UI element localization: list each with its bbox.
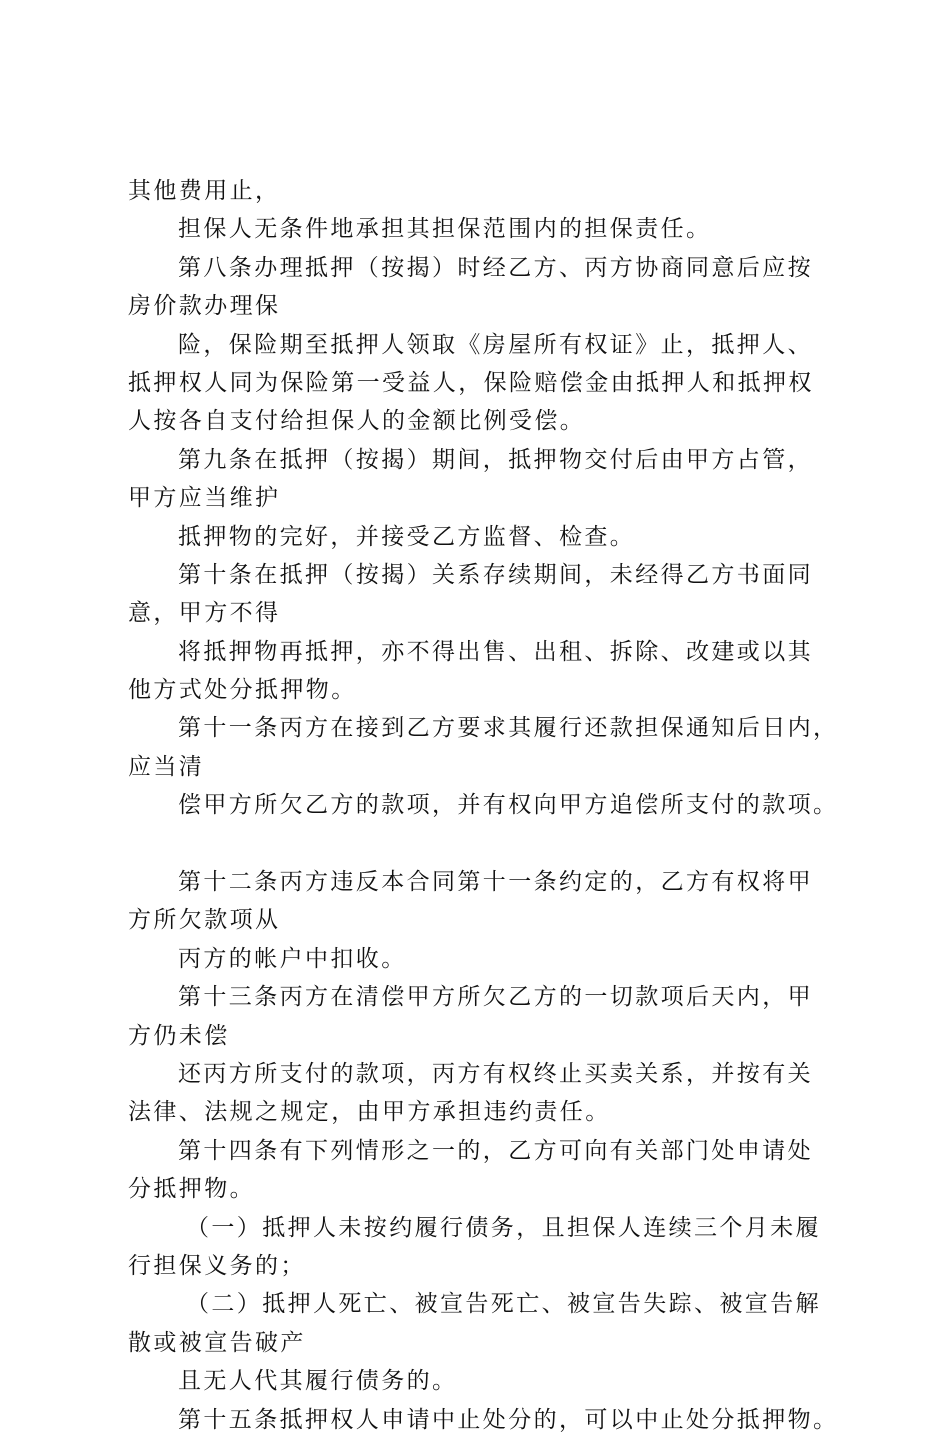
- text-line: 且无人代其履行债务的。: [178, 1368, 458, 1395]
- text-line: 抵押物的完好，并接受乙方监督、检查。: [178, 523, 636, 550]
- text-line: 人按各自支付给担保人的金额比例受偿。: [128, 408, 586, 435]
- text-line: 其他费用止，: [128, 178, 281, 204]
- article-15-heading: 第十五条抵押权人申请中止处分的，可以中止处分抵押物。: [178, 1406, 839, 1433]
- list-item-1: （一）抵押人未按约履行债务，且担保人连续三个月未履: [186, 1214, 821, 1241]
- article-9-heading: 第九条在抵押（按揭）期间，抵押物交付后由甲方占管，: [178, 446, 813, 473]
- article-8-heading: 第八条办理抵押（按揭）时经乙方、丙方协商同意后应按: [178, 254, 813, 281]
- text-line: 应当清: [128, 753, 205, 780]
- article-12-heading: 第十二条丙方违反本合同第十一条约定的，乙方有权将甲: [178, 869, 813, 896]
- text-line: 甲方应当维护: [128, 485, 281, 512]
- text-line: 分抵押物。: [128, 1176, 255, 1203]
- text-line: 偿甲方所欠乙方的款项，并有权向甲方追偿所支付的款项。: [178, 792, 839, 819]
- text-line: 他方式处分抵押物。: [128, 677, 357, 704]
- blank-line: [128, 825, 848, 863]
- text-line: 丙方的帐户中扣收。: [178, 945, 407, 972]
- text-line: 方所欠款项从: [128, 907, 281, 934]
- text-line: 法律、法规之规定，由甲方承担违约责任。: [128, 1099, 611, 1126]
- text-line: 担保人无条件地承担其担保范围内的担保责任。: [178, 216, 712, 243]
- article-11-heading: 第十一条丙方在接到乙方要求其履行还款担保通知后日内，: [178, 715, 839, 742]
- text-line: 抵押权人同为保险第一受益人，保险赔偿金由抵押人和抵押权: [128, 369, 814, 396]
- text-line: 房价款办理保: [128, 293, 281, 320]
- text-line: 散或被宣告破产: [128, 1329, 306, 1356]
- text-line: 险，保险期至抵押人领取《房屋所有权证》止，抵押人、: [178, 331, 813, 358]
- article-10-heading: 第十条在抵押（按揭）关系存续期间，未经得乙方书面同: [178, 561, 813, 588]
- text-line: 意，甲方不得: [128, 600, 281, 627]
- text-line: 还丙方所支付的款项，丙方有权终止买卖关系，并按有关: [178, 1060, 813, 1087]
- article-14-heading: 第十四条有下列情形之一的，乙方可向有关部门处申请处: [178, 1137, 813, 1164]
- article-13-heading: 第十三条丙方在清偿甲方所欠乙方的一切款项后天内，甲: [178, 984, 813, 1011]
- document-body: [128, 172, 848, 1439]
- text-line: 方仍未偿: [128, 1022, 230, 1049]
- text-line: 行担保义务的；: [128, 1252, 306, 1279]
- list-item-2: （二）抵押人死亡、被宣告死亡、被宣告失踪、被宣告解: [186, 1291, 821, 1318]
- text-line: 将抵押物再抵押，亦不得出售、出租、拆除、改建或以其: [178, 638, 813, 665]
